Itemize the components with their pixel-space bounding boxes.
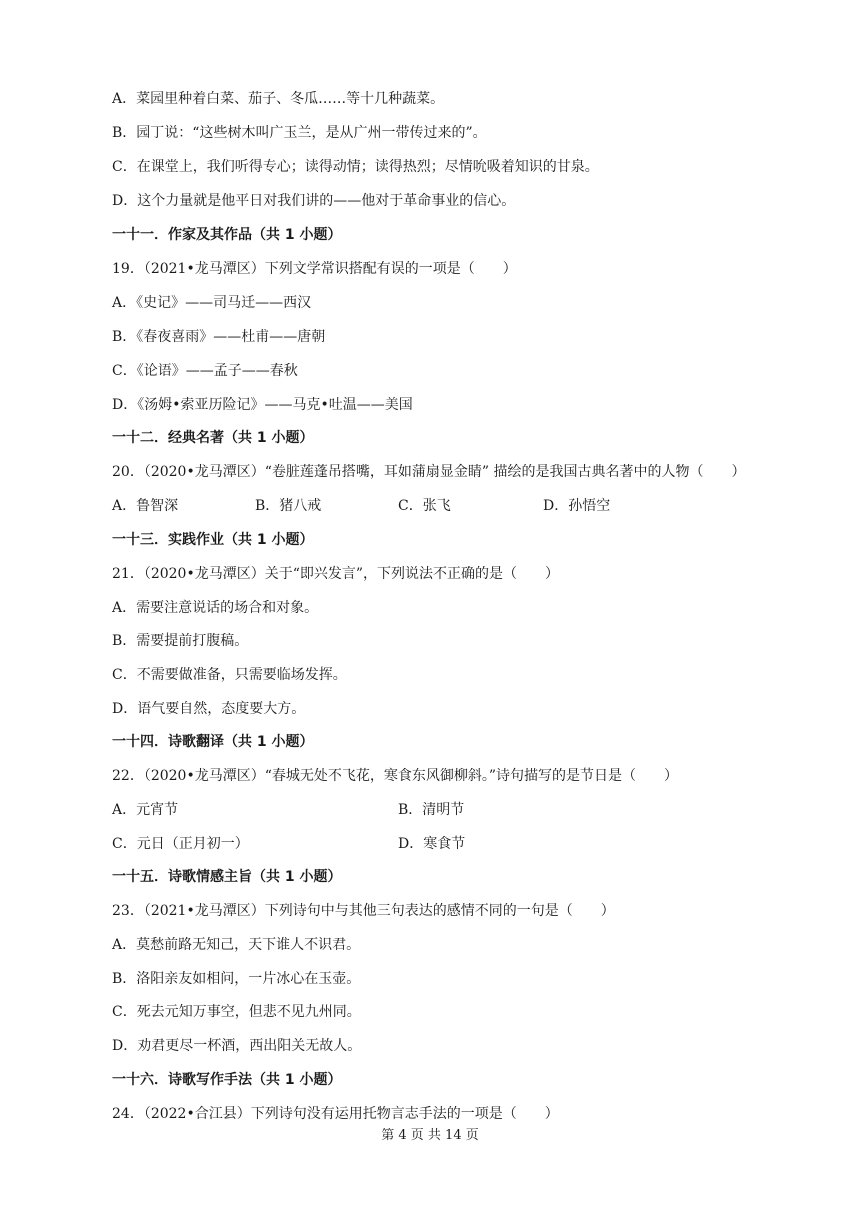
option-d: D．孙悟空 xyxy=(543,498,611,514)
option-a: A．鲁智深 xyxy=(112,498,179,514)
question-22: 22．（2020•龙马潭区）“春城无处不飞花，寒食东风御柳斜。”诗句描写的是节日是（ ） xyxy=(112,768,679,784)
question-19: 19．（2021•龙马潭区）下列文学常识搭配有误的一项是（ ） xyxy=(112,261,517,277)
option-a: A．菜园里种着白菜、茄子、冬瓜……等十几种蔬菜。 xyxy=(112,91,445,107)
section-heading: 一十三．实践作业（共 1 小题） xyxy=(112,532,314,548)
option-d: D．这个力量就是他平日对我们讲的——他对于革命事业的信心。 xyxy=(112,193,516,209)
question-20: 20．（2020•龙马潭区）“卷脏莲蓬吊搭嘴，耳如蒲扇显金睛” 描绘的是我国古典名著中的人物（ ） xyxy=(112,464,746,480)
option-a: A．需要注意说话的场合和对象。 xyxy=(112,600,319,616)
option-c: C．《论语》——孟子——春秋 xyxy=(112,363,298,379)
option-c: C．在课堂上，我们听得专心；读得动情；读得热烈；尽情吮吸着知识的甘泉。 xyxy=(112,159,599,175)
section-heading: 一十六．诗歌写作手法（共 1 小题） xyxy=(112,1072,342,1088)
option-d: D．劝君更尽一杯酒，西出阳关无故人。 xyxy=(112,1038,362,1054)
option-c: C．死去元知万事空，但悲不见九州同。 xyxy=(112,1004,361,1020)
option-b: B．猪八戒 xyxy=(255,498,322,514)
option-d: D．《汤姆•索亚历险记》——马克•吐温——美国 xyxy=(112,397,413,413)
option-b: B．需要提前打腹稿。 xyxy=(112,633,249,649)
option-d: D．语气要自然，态度要大方。 xyxy=(112,701,306,717)
section-heading: 一十四．诗歌翻译（共 1 小题） xyxy=(112,734,314,750)
question-24: 24．（2022•合江县）下列诗句没有运用托物言志手法的一项是（ ） xyxy=(112,1106,559,1122)
option-b: B．园丁说：“这些树木叫广玉兰，是从广州一带传过来的”。 xyxy=(112,125,487,141)
option-b: B．清明节 xyxy=(398,802,465,818)
option-a: A．《史记》——司马迁——西汉 xyxy=(112,295,312,311)
option-c: C．元日（正月初一） xyxy=(112,836,249,852)
option-a: A．元宵节 xyxy=(112,802,179,818)
question-23: 23．（2021•龙马潭区）下列诗句中与其他三句表达的感情不同的一句是（ ） xyxy=(112,903,615,919)
option-d: D．寒食节 xyxy=(398,836,466,852)
section-heading: 一十二．经典名著（共 1 小题） xyxy=(112,430,314,446)
option-a: A．莫愁前路无知己，天下谁人不识君。 xyxy=(112,937,361,953)
section-heading: 一十一．作家及其作品（共 1 小题） xyxy=(112,227,342,243)
question-21: 21．（2020•龙马潭区）关于“即兴发言”，下列说法不正确的是（ ） xyxy=(112,566,560,582)
option-c: C．张飞 xyxy=(398,498,451,514)
section-heading: 一十五．诗歌情感主旨（共 1 小题） xyxy=(112,869,342,885)
option-c: C．不需要做准备，只需要临场发挥。 xyxy=(112,667,347,683)
option-b: B．《春夜喜雨》——杜甫——唐朝 xyxy=(112,329,326,345)
page-footer: 第 4 页 共 14 页 xyxy=(381,1128,479,1143)
option-b: B．洛阳亲友如相问，一片冰心在玉壶。 xyxy=(112,971,361,987)
